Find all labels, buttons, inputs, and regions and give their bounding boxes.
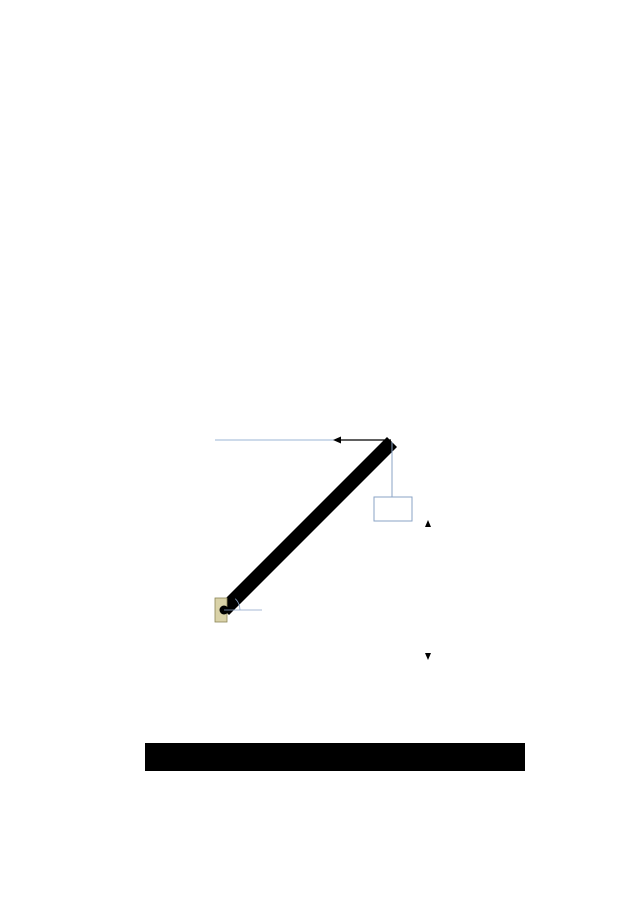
height-arrow-bottom [425, 653, 431, 660]
tension-arrow-head [333, 437, 341, 444]
ground [145, 743, 525, 771]
rod [219, 437, 397, 615]
mass-m-box [374, 497, 412, 521]
center-of-mass-dot [304, 525, 308, 529]
height-arrow-top [425, 520, 431, 527]
